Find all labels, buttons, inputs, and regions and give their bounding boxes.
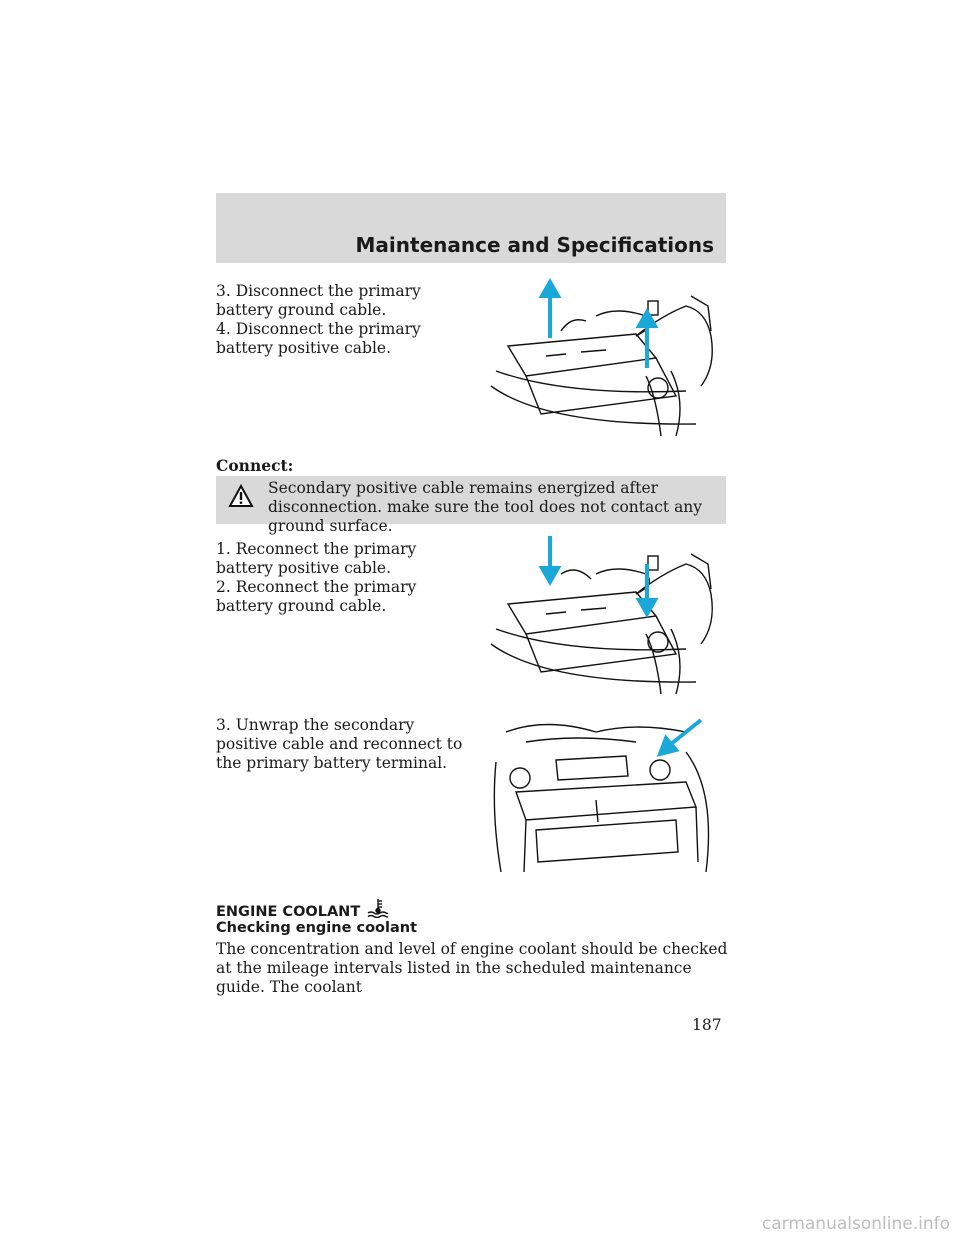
connect-step-1: 1. Reconnect the primary battery positive cable.: [216, 540, 417, 577]
coolant-heading-text: ENGINE COOLANT: [216, 904, 361, 920]
coolant-temperature-icon: [367, 898, 389, 918]
secondary-cable-illustration: [486, 712, 726, 878]
coolant-body: The concentration and level of engine coolant should be checked at the mileage intervals listed in the scheduled maintenance guide. The coolant: [216, 940, 728, 996]
watermark: carmanualsonline.info: [761, 1214, 950, 1234]
battery-disconnect-illustration: [486, 276, 726, 442]
section-header-band: [216, 193, 726, 263]
warning-box: [216, 476, 726, 535]
disconnect-step-4: 4. Disconnect the primary battery positive cable.: [216, 320, 421, 357]
connect-step-2: 2. Reconnect the primary battery ground cable.: [216, 578, 417, 615]
disconnect-step-3: 3. Disconnect the primary battery ground cable.: [216, 282, 421, 319]
page-number: 187: [692, 1016, 722, 1034]
warning-triangle-icon: [228, 484, 254, 508]
section-title: Maintenance and Specifications: [355, 233, 714, 257]
battery-reconnect-illustration: [486, 534, 726, 700]
connect-heading: Connect:: [216, 456, 294, 475]
connect-step-3: 3. Unwrap the secondary positive cable and reconnect to the primary battery terminal.: [216, 716, 463, 772]
coolant-heading: [216, 898, 389, 920]
warning-text: Secondary positive cable remains energized after disconnection. make sure the tool does not contact any ground surface.: [268, 479, 703, 535]
coolant-subheading: Checking engine coolant: [216, 920, 417, 936]
